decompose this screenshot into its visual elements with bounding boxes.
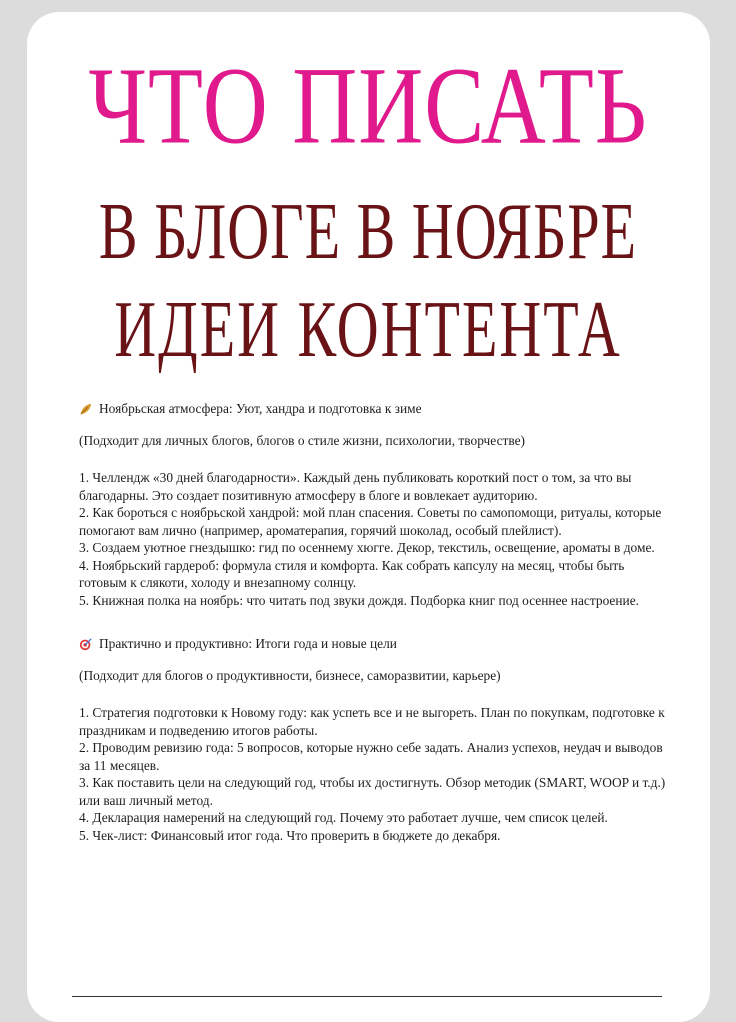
list-item: 3. Как поставить цели на следующий год, чтобы их достигнуть. Обзор методик (SMART, WOOP и т.д.) или ваш личный метод. (79, 775, 666, 808)
list-item: 2. Как бороться с ноябрьской хандрой: мой план спасения. Советы по самопомощи, ритуалы, которые помогают вам лично (например, ароматерапия, горячий шоколад, особый плейлист). (79, 505, 662, 538)
bottom-divider (72, 996, 662, 997)
article-body (79, 400, 669, 844)
leaf-icon (79, 402, 93, 416)
title-line-3: ИДЕИ КОНТЕНТА (114, 284, 622, 375)
list-item: 1. Челлендж «30 дней благодарности». Каждый день публиковать короткий пост о том, за что вы благодарны. Это создает позитивную атмосферу в блоге и вовлекает аудиторию. (79, 470, 632, 503)
section-heading-text: Ноябрьская атмосфера: Уют, хандра и подготовка к зиме (99, 401, 422, 416)
list-item: 5. Книжная полка на ноябрь: что читать под звуки дождя. Подборка книг под осеннее настроение. (79, 592, 639, 608)
title-line-1: ЧТО ПИСАТЬ (88, 45, 648, 167)
list-item: 1. Стратегия подготовки к Новому году: как успеть все и не выгореть. План по покупкам, подготовке к праздникам и подведению итогов работы. (79, 705, 665, 738)
title-line-2: В БЛОГЕ В НОЯБРЕ (98, 186, 638, 277)
list-item: 3. Создаем уютное гнездышко: гид по осеннему хюгге. Декор, текстиль, освещение, ароматы в доме. (79, 540, 655, 555)
list-item: 2. Проводим ревизию года: 5 вопросов, которые нужно себе задать. Анализ успехов, неудач и выводов за 11 месяцев. (79, 740, 663, 773)
section-heading-1 (79, 400, 669, 418)
section-heading-text: Практично и продуктивно: Итоги года и новые цели (99, 636, 397, 651)
section-heading-2 (79, 635, 669, 653)
section-audience: (Подходит для личных блогов, блогов о стиле жизни, психологии, творчестве) (79, 432, 526, 448)
list-item: 4. Ноябрьский гардероб: формула стиля и комфорта. Как собрать капсулу на месяц, чтобы быть готовым к слякоти, холоду и внезапному солнцу. (79, 557, 625, 590)
target-icon (79, 637, 93, 651)
list-item: 5. Чек-лист: Финансовый итог года. Что проверить в бюджете до декабря. (79, 827, 501, 843)
section-audience: (Подходит для блогов о продуктивности, бизнесе, саморазвитии, карьере) (79, 667, 501, 683)
list-item: 4. Декларация намерений на следующий год. Почему это работает лучше, чем список целей. (79, 810, 608, 825)
